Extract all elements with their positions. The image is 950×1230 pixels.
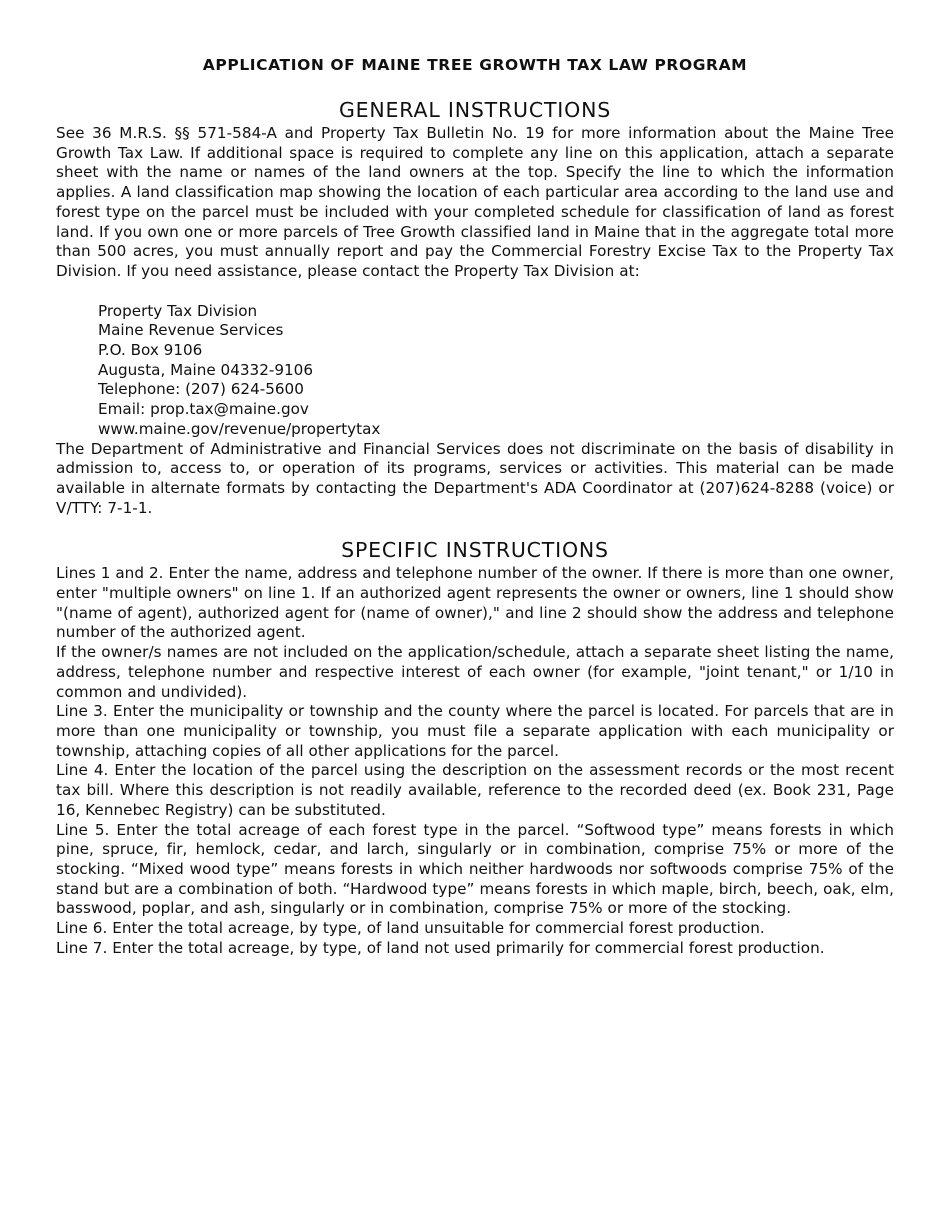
contact-address-block xyxy=(98,302,894,440)
line-7-instruction xyxy=(56,939,894,959)
general-intro-paragraph: See 36 M.R.S. §§ 571-584-A and Property Tax Bulletin No. 19 for more information about the Maine Tree Growth Tax Law. If additional space is required to complete any line on this application, attach a separate sheet with the name or names of the land owners at the top. Specify the line to which the information applies. A land classification map showing the location of each particular area according to the land use and forest type on the parcel must be included with your completed schedule for classification of land as forest land. If you own one or more parcels of Tree Growth classified land in Maine that in the aggregate total more than 500 acres, you must annually report and pay the Commercial Forestry Excise Tax to the Property Tax Division. If you need assistance, please contact the Property Tax Division at: xyxy=(56,124,894,280)
owners-note-paragraph: If the owner/s names are not included on the application/schedule, attach a separate sheet listing the name, address, telephone number and respective interest of each owner (for example, "joint tenant," or 1/10 in common and undivided). xyxy=(56,643,894,701)
line-3-text: Enter the municipality or township and the county where the parcel is located. For parcels that are in more than one municipality or township, you must file a separate application with each municipality or township, attaching copies of all other applications for the parcel. xyxy=(56,702,894,760)
general-instructions-heading: GENERAL INSTRUCTIONS xyxy=(338,98,612,122)
contact-po-box: P.O. Box 9106 xyxy=(98,341,203,360)
line-6-text: Enter the total acreage, by type, of land unsuitable for commercial forest production. xyxy=(107,919,765,938)
contact-email: Email: prop.tax@maine.gov xyxy=(98,400,309,419)
line-3-label: Line 3. xyxy=(56,702,108,721)
contact-agency: Maine Revenue Services xyxy=(98,321,284,340)
contact-division: Property Tax Division xyxy=(98,301,258,320)
line-7-label: Line 7. xyxy=(56,938,108,957)
line-5-text: Enter the total acreage of each forest type in the parcel. “Softwood type” means forests in which pine, spruce, fir, hemlock, cedar, and larch, singularly or in combination, comprise 75% or more of the stocking. “Mixed wood type” means forests in which neither hardwoods nor softwoods comprise 75% of the stand but are a combination of both. “Hardwood type” means forests in which maple, birch, beech, oak, elm, basswood, poplar, and ash, singularly or in combination, comprise 75% or more of the stocking. xyxy=(56,820,894,918)
document-title: APPLICATION OF MAINE TREE GROWTH TAX LAW PROGRAM xyxy=(202,56,748,74)
contact-website: www.maine.gov/revenue/propertytax xyxy=(98,419,381,438)
line-4-instruction xyxy=(56,761,894,820)
line-3-instruction xyxy=(56,702,894,761)
line-4-label: Line 4. xyxy=(56,761,109,780)
line-6-label: Line 6. xyxy=(56,919,108,938)
specific-instructions-heading: SPECIFIC INSTRUCTIONS xyxy=(341,538,609,563)
lines-1-2-label: Lines 1 and 2. xyxy=(56,564,164,583)
contact-city: Augusta, Maine 04332-9106 xyxy=(98,360,313,379)
line-5-instruction xyxy=(56,821,894,920)
lines-1-2-instruction xyxy=(56,564,894,643)
line-5-label: Line 5. xyxy=(56,820,110,839)
line-7-text: Enter the total acreage, by type, of land not used primarily for commercial forest production. xyxy=(107,938,825,957)
contact-telephone: Telephone: (207) 624-5600 xyxy=(98,380,304,399)
lines-1-2-text: Enter the name, address and telephone number of the owner. If there is more than one owner, enter "multiple owners" on line 1. If an authorized agent represents the owner or owners, line 1 should show "(name of agent), authorized agent for (name of owner)," and line 2 should show the address and telephone number of the authorized agent. xyxy=(56,564,894,642)
line-6-instruction xyxy=(56,919,894,939)
ada-notice-paragraph: The Department of Administrative and Financial Services does not discriminate on the basis of disability in admission to, access to, or operation of its programs, services or activities. This material can be made available in alternate formats by contacting the Department's ADA Coordinator at (207)624-8288 (voice) or V/TTY: 7-1-1. xyxy=(56,439,894,517)
document-page xyxy=(56,54,894,958)
line-4-text: Enter the location of the parcel using the description on the assessment records or the most recent tax bill. Where this description is not readily available, reference to the recorded deed (ex. Book 231, Page 16, Kennebec Registry) can be substituted. xyxy=(56,761,894,819)
